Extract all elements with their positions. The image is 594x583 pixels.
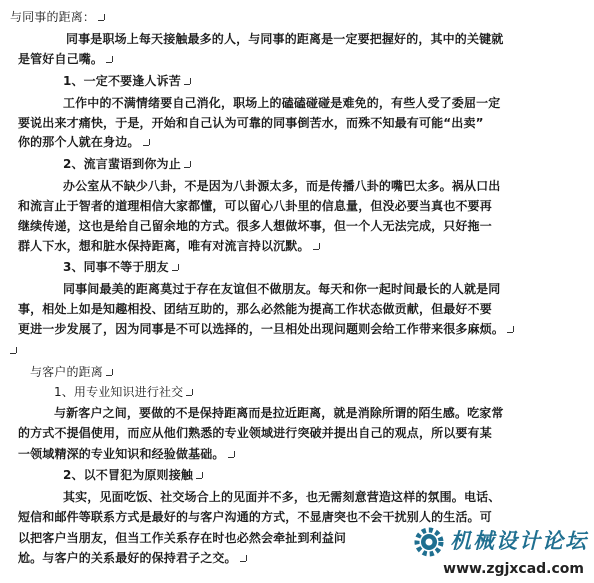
line-text: 要说出来才痛快，于是，开始和自己认为可靠的同事倒苦水，而殊不知最有可能“出卖” [18, 116, 484, 130]
line-text: 1、用专业知识进行社交 [54, 385, 184, 399]
text-line [0, 31, 594, 47]
text-line [0, 259, 594, 275]
line-text: 办公室从不缺少八卦，不是因为八卦源太多，而是传播八卦的嘴巴太多。祸从口出 [63, 179, 501, 193]
text-line [0, 446, 594, 462]
paragraph-mark-icon [106, 369, 113, 377]
line-text: 其实，见面吃饭、社交场合上的见面并不多，也无需刻意营造这样的氛围。电话、 [63, 490, 501, 504]
paragraph-mark-icon [228, 451, 235, 459]
text-line [0, 384, 594, 400]
text-line [0, 95, 594, 111]
paragraph-mark-icon [240, 555, 247, 563]
line-text: 继续传递，这也是给自己留余地的方式。很多人想做坏事，但一个人无法完成，只好拖一 [18, 219, 492, 233]
paragraph-mark-icon [143, 139, 150, 147]
paragraph-mark-icon [507, 326, 514, 334]
line-text: 尬。与客户的关系最好的保持君子之交。 [18, 551, 237, 565]
text-line [0, 281, 594, 297]
paragraph-mark-icon [184, 78, 191, 86]
text-line [0, 9, 594, 25]
line-text: 同事是职场上每天接触最多的人，与同事的距离是一定要把握好的，其中的关键就 [66, 32, 504, 46]
line-text: 与客户的距离 [30, 365, 103, 379]
text-line [0, 198, 594, 214]
line-text: 1、一定不要逢人诉苦 [63, 74, 181, 88]
paragraph-mark-icon [196, 472, 203, 480]
line-text: 的方式不提倡使用，而应从他们熟悉的专业领域进行突破并提出自己的观点，所以要有某 [18, 426, 492, 440]
text-line [0, 115, 594, 131]
text-line [0, 156, 594, 172]
line-text: 2、流言蜚语到你为止 [63, 157, 181, 171]
paragraph-mark-icon [172, 264, 179, 272]
text-line [0, 51, 594, 67]
line-text: 和流言止于智者的道理相信大家都懂，可以留心八卦里的信息量，但没必要当真也不要再 [18, 199, 492, 213]
text-line [0, 364, 594, 380]
paragraph-mark-icon [106, 56, 113, 64]
watermark-url: www.zgjxcad.com [443, 561, 584, 577]
line-text: 以把客户当朋友，但当工作关系存在时也必然会牵扯到利益问 [18, 531, 347, 545]
text-line [0, 134, 594, 150]
text-line [0, 238, 594, 254]
text-line [0, 301, 594, 317]
line-text: 3、同事不等于朋友 [63, 260, 169, 274]
text-line [0, 218, 594, 234]
watermark-title: 机械设计论坛 [450, 528, 588, 553]
line-text: 一领域精深的专业知识和经验做基础。 [18, 447, 225, 461]
text-line [0, 425, 594, 441]
line-text: 与新客户之间，要做的不是保持距离而是拉近距离，就是消除所谓的陌生感。吃家常 [54, 406, 504, 420]
text-line [0, 467, 594, 483]
paragraph-mark-icon [186, 389, 193, 397]
line-text: 2、以不冒犯为原则接触 [63, 468, 194, 482]
paragraph-mark-icon [10, 347, 17, 355]
text-line [0, 321, 594, 337]
line-text: 更进一步发展了，因为同事是不可以选择的，一旦相处出现问题则会给工作带来很多麻烦。 [18, 322, 505, 336]
gear-logo-icon [410, 523, 448, 561]
line-text: 群人下水，想和脏水保持距离，唯有对流言持以沉默。 [18, 239, 310, 253]
text-line [0, 405, 594, 421]
line-text: 短信和邮件等联系方式是最好的与客户沟通的方式，不显唐突也不会干扰别人的生活。可 [18, 510, 492, 524]
text-line [0, 73, 594, 89]
line-text: 工作中的不满情绪要自己消化，职场上的磕磕碰碰是难免的，有些人受了委屈一定 [63, 96, 501, 110]
line-text: 是管好自己嘴。 [18, 52, 104, 66]
line-text: 你的那个人就在身边。 [18, 135, 140, 149]
text-line [0, 342, 594, 358]
watermark [406, 521, 588, 579]
line-text: 事，相处上如是知趣相投、团结互助的，那么必然能为提高工作状态做贡献，但最好不要 [18, 302, 492, 316]
line-text: 同事间最美的距离莫过于存在友谊但不做朋友。每天和你一起时间最长的人就是同 [63, 282, 501, 296]
paragraph-mark-icon [184, 161, 191, 169]
line-text: 与同事的距离： [10, 10, 96, 24]
paragraph-mark-icon [98, 14, 105, 22]
text-line [0, 178, 594, 194]
paragraph-mark-icon [313, 243, 320, 251]
text-line [0, 489, 594, 505]
